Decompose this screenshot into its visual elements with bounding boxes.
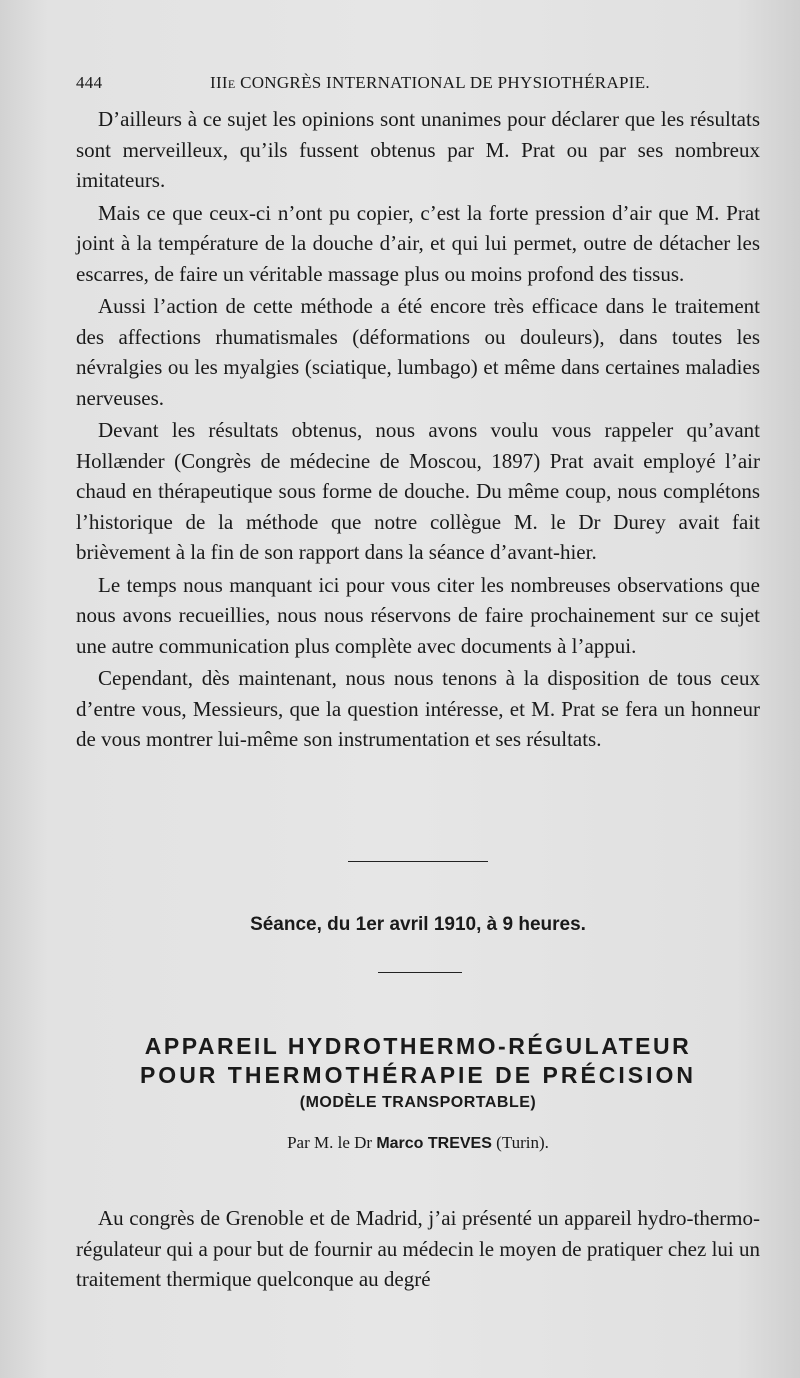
page-number: 444 — [76, 73, 103, 92]
article-subtitle: (MODÈLE TRANSPORTABLE) — [299, 1094, 537, 1111]
section-rule — [348, 861, 488, 862]
section-rule — [378, 972, 462, 973]
paragraph: D’ailleurs à ce sujet les opinions sont unanimes pour déclarer que les résultats sont merveilleux, qu’ils fussent obtenus par M. Prat ou par ses nombreux imitateurs. — [76, 107, 760, 192]
paragraph: Devant les résultats obtenus, nous avons voulu vous rappeler qu’avant Hollænder (Congrès de médecine de Moscou, 1897) Prat avait employé l’air chaud en thérapeutique sous forme de douche. Du même coup, nous complétons l’historique de la méthode que notre collègue M. le Dr Durey avait fait brièvement à la fin de son rapport dans la séance d’avant-hier. — [76, 418, 760, 564]
paragraph: Cependant, dès maintenant, nous nous tenons à la disposition de tous ceux d’entre vous, Messieurs, que la question intéresse, et M. Prat se fera un honneur de vous montrer lui-même son instrumentation et ses résultats. — [76, 666, 760, 751]
article-title-line-2: POUR THERMOTHÉRAPIE DE PRÉCISION — [139, 1062, 697, 1088]
author-line — [76, 1133, 760, 1153]
body-text — [76, 104, 760, 757]
article-body — [76, 1203, 760, 1295]
author-name: Marco TREVES — [376, 1135, 492, 1152]
paragraph: Aussi l’action de cette méthode a été encore très efficace dans le traitement des affections rhumatismales (déformations ou douleurs), dans toutes les névralgies ou les myalgies (sciatique, lumbago) et même dans certaines maladies nerveuses. — [76, 294, 760, 410]
article-title-line-1: APPAREIL HYDROTHERMO-RÉGULATEUR — [144, 1033, 692, 1059]
paragraph: Le temps nous manquant ici pour vous citer les nombreuses observations que nous avons recueillies, nous nous réservons de faire prochainement sur ce sujet une autre communication plus complète avec documents à l’appui. — [76, 572, 760, 658]
running-header — [76, 73, 760, 99]
paragraph: Au congrès de Grenoble et de Madrid, j’ai présenté un appareil hydro-thermo-régulateur qui a pour but de fournir au médecin le moyen de pratiquer chez lui un traitement thermique quelconque au degré — [76, 1206, 760, 1291]
session-heading: Séance, du 1er avril 1910, à 9 heures. — [250, 914, 586, 935]
author-city: (Turin). — [496, 1133, 549, 1152]
running-title: IIIe CONGRÈS INTERNATIONAL DE PHYSIOTHÉRAPIE. — [210, 73, 650, 92]
author-prefix: Par M. le Dr — [287, 1133, 373, 1152]
paragraph: Mais ce que ceux-ci n’ont pu copier, c’est la forte pression d’air que M. Prat joint à la température de la douche d’air, et qui lui permet, outre de détacher les escarres, de faire un véritable massage plus ou moins profond des tissus. — [76, 200, 760, 286]
